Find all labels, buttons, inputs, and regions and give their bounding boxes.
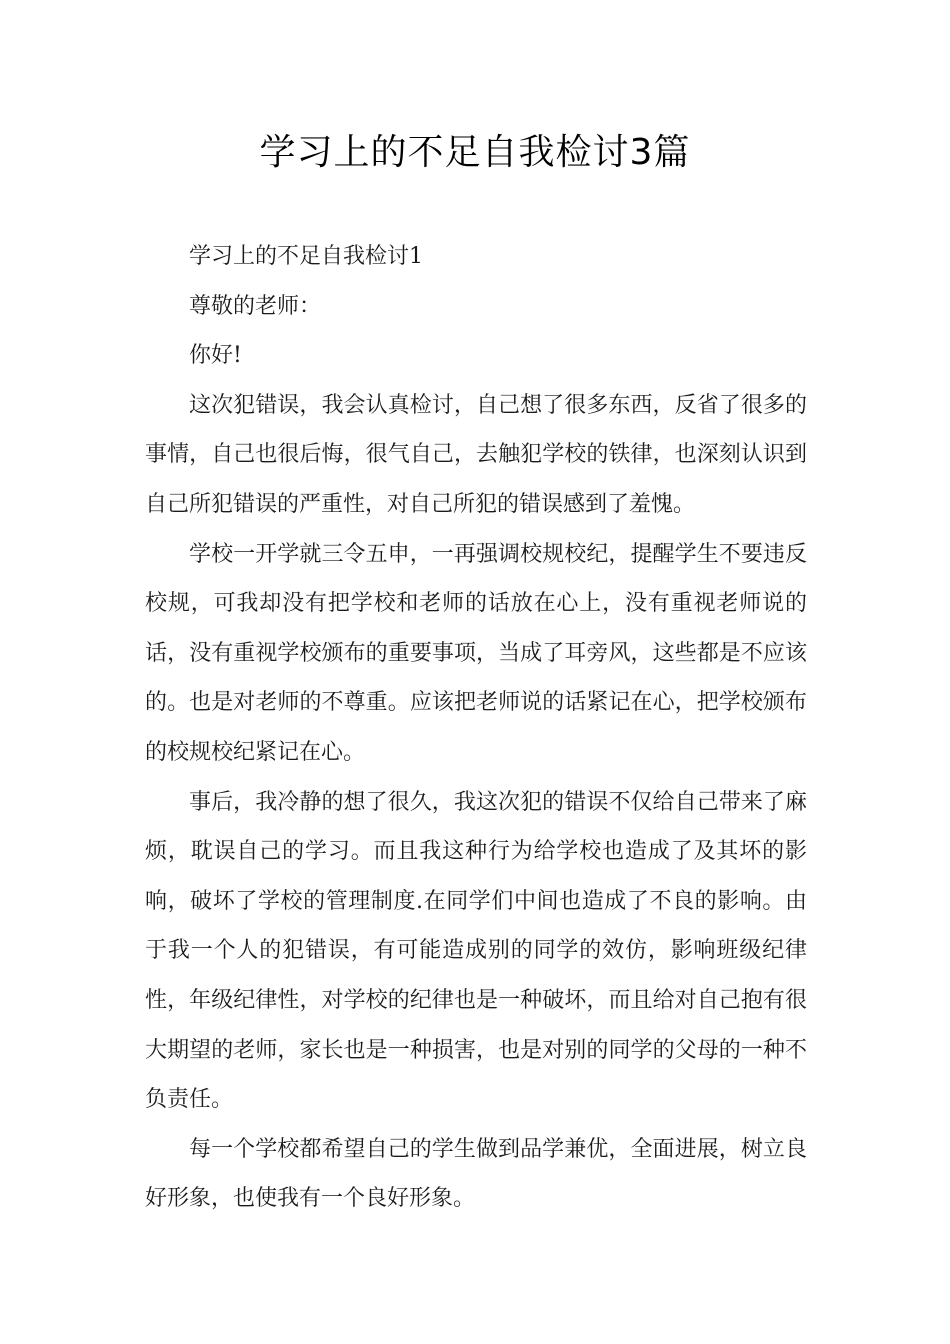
document-title: 学习上的不足自我检讨3篇 — [259, 132, 691, 173]
greeting: 你好! — [189, 343, 242, 369]
salutation: 尊敬的老师： — [189, 293, 322, 319]
section-heading: 学习上的不足自我检讨1 — [189, 244, 423, 269]
body-paragraph: 这次犯错误，我会认真检讨，自己想了很多东西，反省了很多的事情，自己也很后悔，很气自己，去触犯学校的铁律，也深刻认识到自己所犯错误的严重性，对自己所犯的错误感到了羞愧。 — [145, 392, 807, 517]
body-paragraph: 每一个学校都希望自己的学生做到品学兼优，全面进展，树立良好形象，也使我有一个良好形象。 — [145, 1136, 807, 1212]
body-paragraph: 事后，我冷静的想了很久，我这次犯的错误不仅给自己带来了麻烦，耽误自己的学习。而且我这种行为给学校也造成了及其坏的影响，破坏了学校的管理制度.在同学们中间也造成了不良的影响。由于我一个人的犯错误，有可能造成别的同学的效仿，影响班级纪律性，年级纪律性，对学校的纪律也是一种破坏，而且给对自己抱有很大期望的老师，家长也是一种损害，也是对别的同学的父母的一种不负责任。 — [145, 789, 807, 1113]
document-body — [145, 232, 807, 1224]
body-paragraph: 学校一开学就三令五申，一再强调校规校纪，提醒学生不要违反校规，可我却没有把学校和老师的话放在心上，没有重视老师说的话，没有重视学校颁布的重要事项，当成了耳旁风，这些都是不应该的。也是对老师的不尊重。应该把老师说的话紧记在心，把学校颁布的校规校纪紧记在心。 — [145, 541, 807, 765]
